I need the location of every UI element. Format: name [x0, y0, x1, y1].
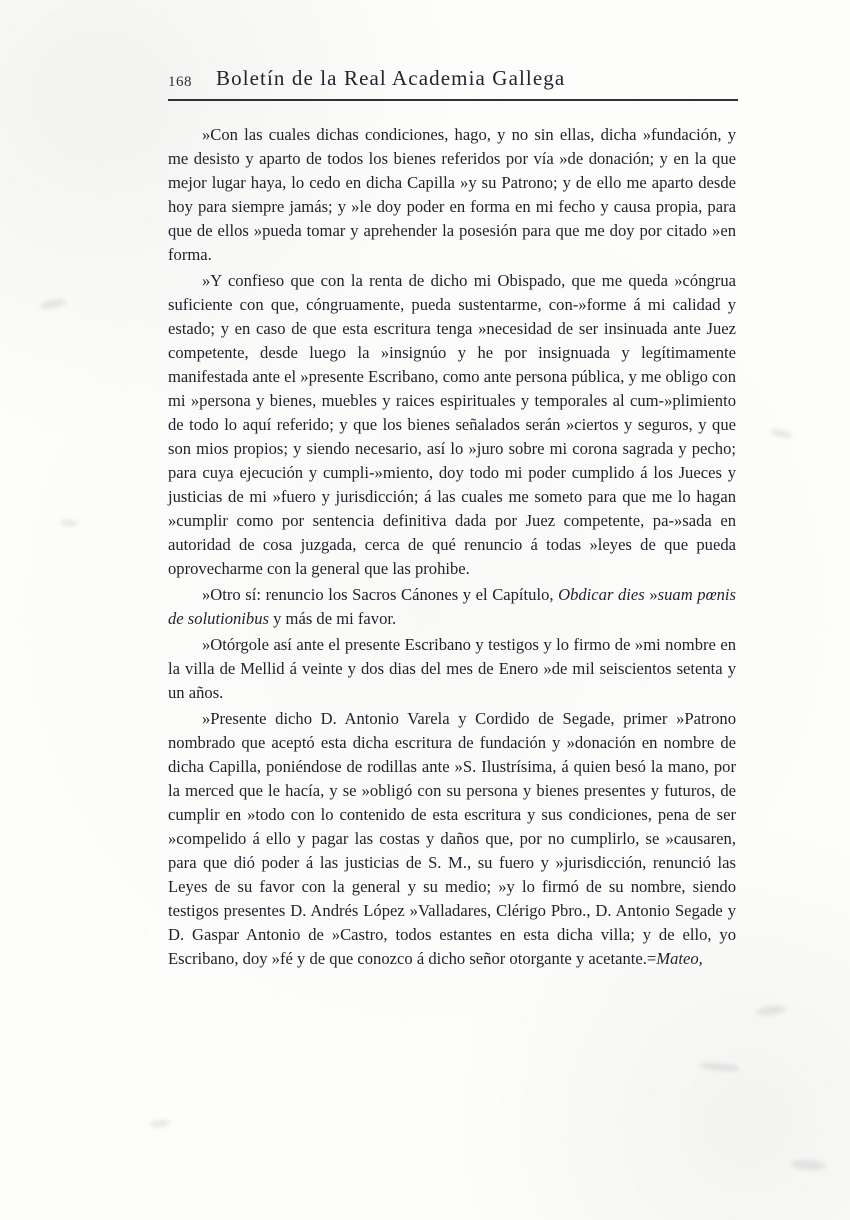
- paper-smudge: [60, 519, 79, 527]
- paragraph: »Otórgole así ante el presente Escribano y testigos y lo firmo de »mi nombre en la villa de Mellid á veinte y dos dias del mes de Enero »de mil seiscientos setenta y un años.: [168, 635, 736, 702]
- running-title: Boletín de la Real Academia Gallega: [216, 66, 566, 90]
- italic-phrase: Obdicar dies: [558, 585, 645, 604]
- italic-name: Mateo,: [656, 949, 703, 968]
- paper-smudge: [700, 1061, 741, 1073]
- paragraph: »Con las cuales dichas condiciones, hago, y no sin ellas, dicha »fundación, y me desisto y aparto de todos los bienes referidos por vía »de donación; y en la que mejor lugar haya, lo cedo en dicha Capilla »y su Patrono; y de ello me aparto desde hoy para siempre jamás; y »le doy poder en forma en mi fecho y causa propia, para que de ellos »pueda tomar y aprehender la posesión para que me doy por citado »en forma.: [168, 125, 736, 264]
- paragraph-text: »: [644, 585, 658, 604]
- page-content: [168, 66, 736, 971]
- body-text: [168, 123, 736, 971]
- paragraph-with-italics: [168, 583, 736, 631]
- paragraph-text: »Otro sí: renuncio los Sacros Cánones y el Capítulo,: [202, 585, 559, 604]
- header-rule: [168, 99, 738, 101]
- paper-smudge: [39, 297, 66, 310]
- page-number: 168: [168, 74, 192, 90]
- page-header: [168, 66, 736, 102]
- paper-smudge: [756, 1004, 787, 1017]
- paper-smudge: [150, 1119, 171, 1128]
- italic-phrase: suam pœnis de solutionibus: [168, 585, 736, 628]
- paper-smudge: [790, 1159, 827, 1171]
- paragraph-text: »Presente dicho D. Antonio Varela y Cordido de Segade, primer »Patrono nombrado que aceptó esta dicha escritura de fundación y »donación en nombre de dicha Capilla, poniéndose de rodillas ante »S. Ilustrísima, á quien besó la mano, por la merced que le hacía, y se »obligó con su persona y bienes presentes y futuros, de cumplir en »todo con lo contenido de esta escritura y sus condiciones, pena de ser »compelido á ello y pagar las costas y daños que, por no cumplirlo, se »causaren, para que dió poder á las justicias de S. M., su fuero y »jurisdicción, renunció las Leyes de su favor con la general y su medio; »y lo firmó de su nombre, siendo testigos presentes D. Andrés López »Valladares, Clérigo Pbro., D. Antonio Segade y D. Gaspar Antonio de »Castro, todos estantes en esta dicha villa; y de ello, yo Escribano, doy »fé y de que conozco á dicho señor otorgante y acetante.=: [168, 709, 736, 968]
- paragraph-final: [168, 707, 736, 971]
- paper-smudge: [769, 427, 792, 439]
- paragraph: »Y confieso que con la renta de dicho mi Obispado, que me queda »cóngrua suficiente con que, cóngruamente, pueda sustentarme, con-»forme á mi calidad y estado; y en caso de que esta escritura tenga »necesidad de ser insinuada ante Juez competente, desde luego la »insignúo y he por insignuada y legítimamente manifestada ante el »presente Escribano, como ante persona pública, y me obligo con mi »persona y bienes, muebles y raices espirituales y temporales al cum-»plimiento de todo lo aquí referido; y que los bienes señalados serán »ciertos y seguros, y que son mios propios; y siendo necesario, así lo »juro sobre mi corona sagrada y pecho; para cuya ejecución y cumpli-»miento, doy todo mi poder cumplido á los Jueces y justicias de mi »fuero y jurisdicción; á las cuales me someto para que me lo hagan »cumplir como por sentencia definitiva dada por Juez competente, pa-»sada en autoridad de cosa juzgada, cerca de qué renuncio á todas »leyes de que pueda oprovecharme con la general que las prohibe.: [168, 271, 736, 578]
- paragraph-text: y más de mi favor.: [268, 609, 397, 628]
